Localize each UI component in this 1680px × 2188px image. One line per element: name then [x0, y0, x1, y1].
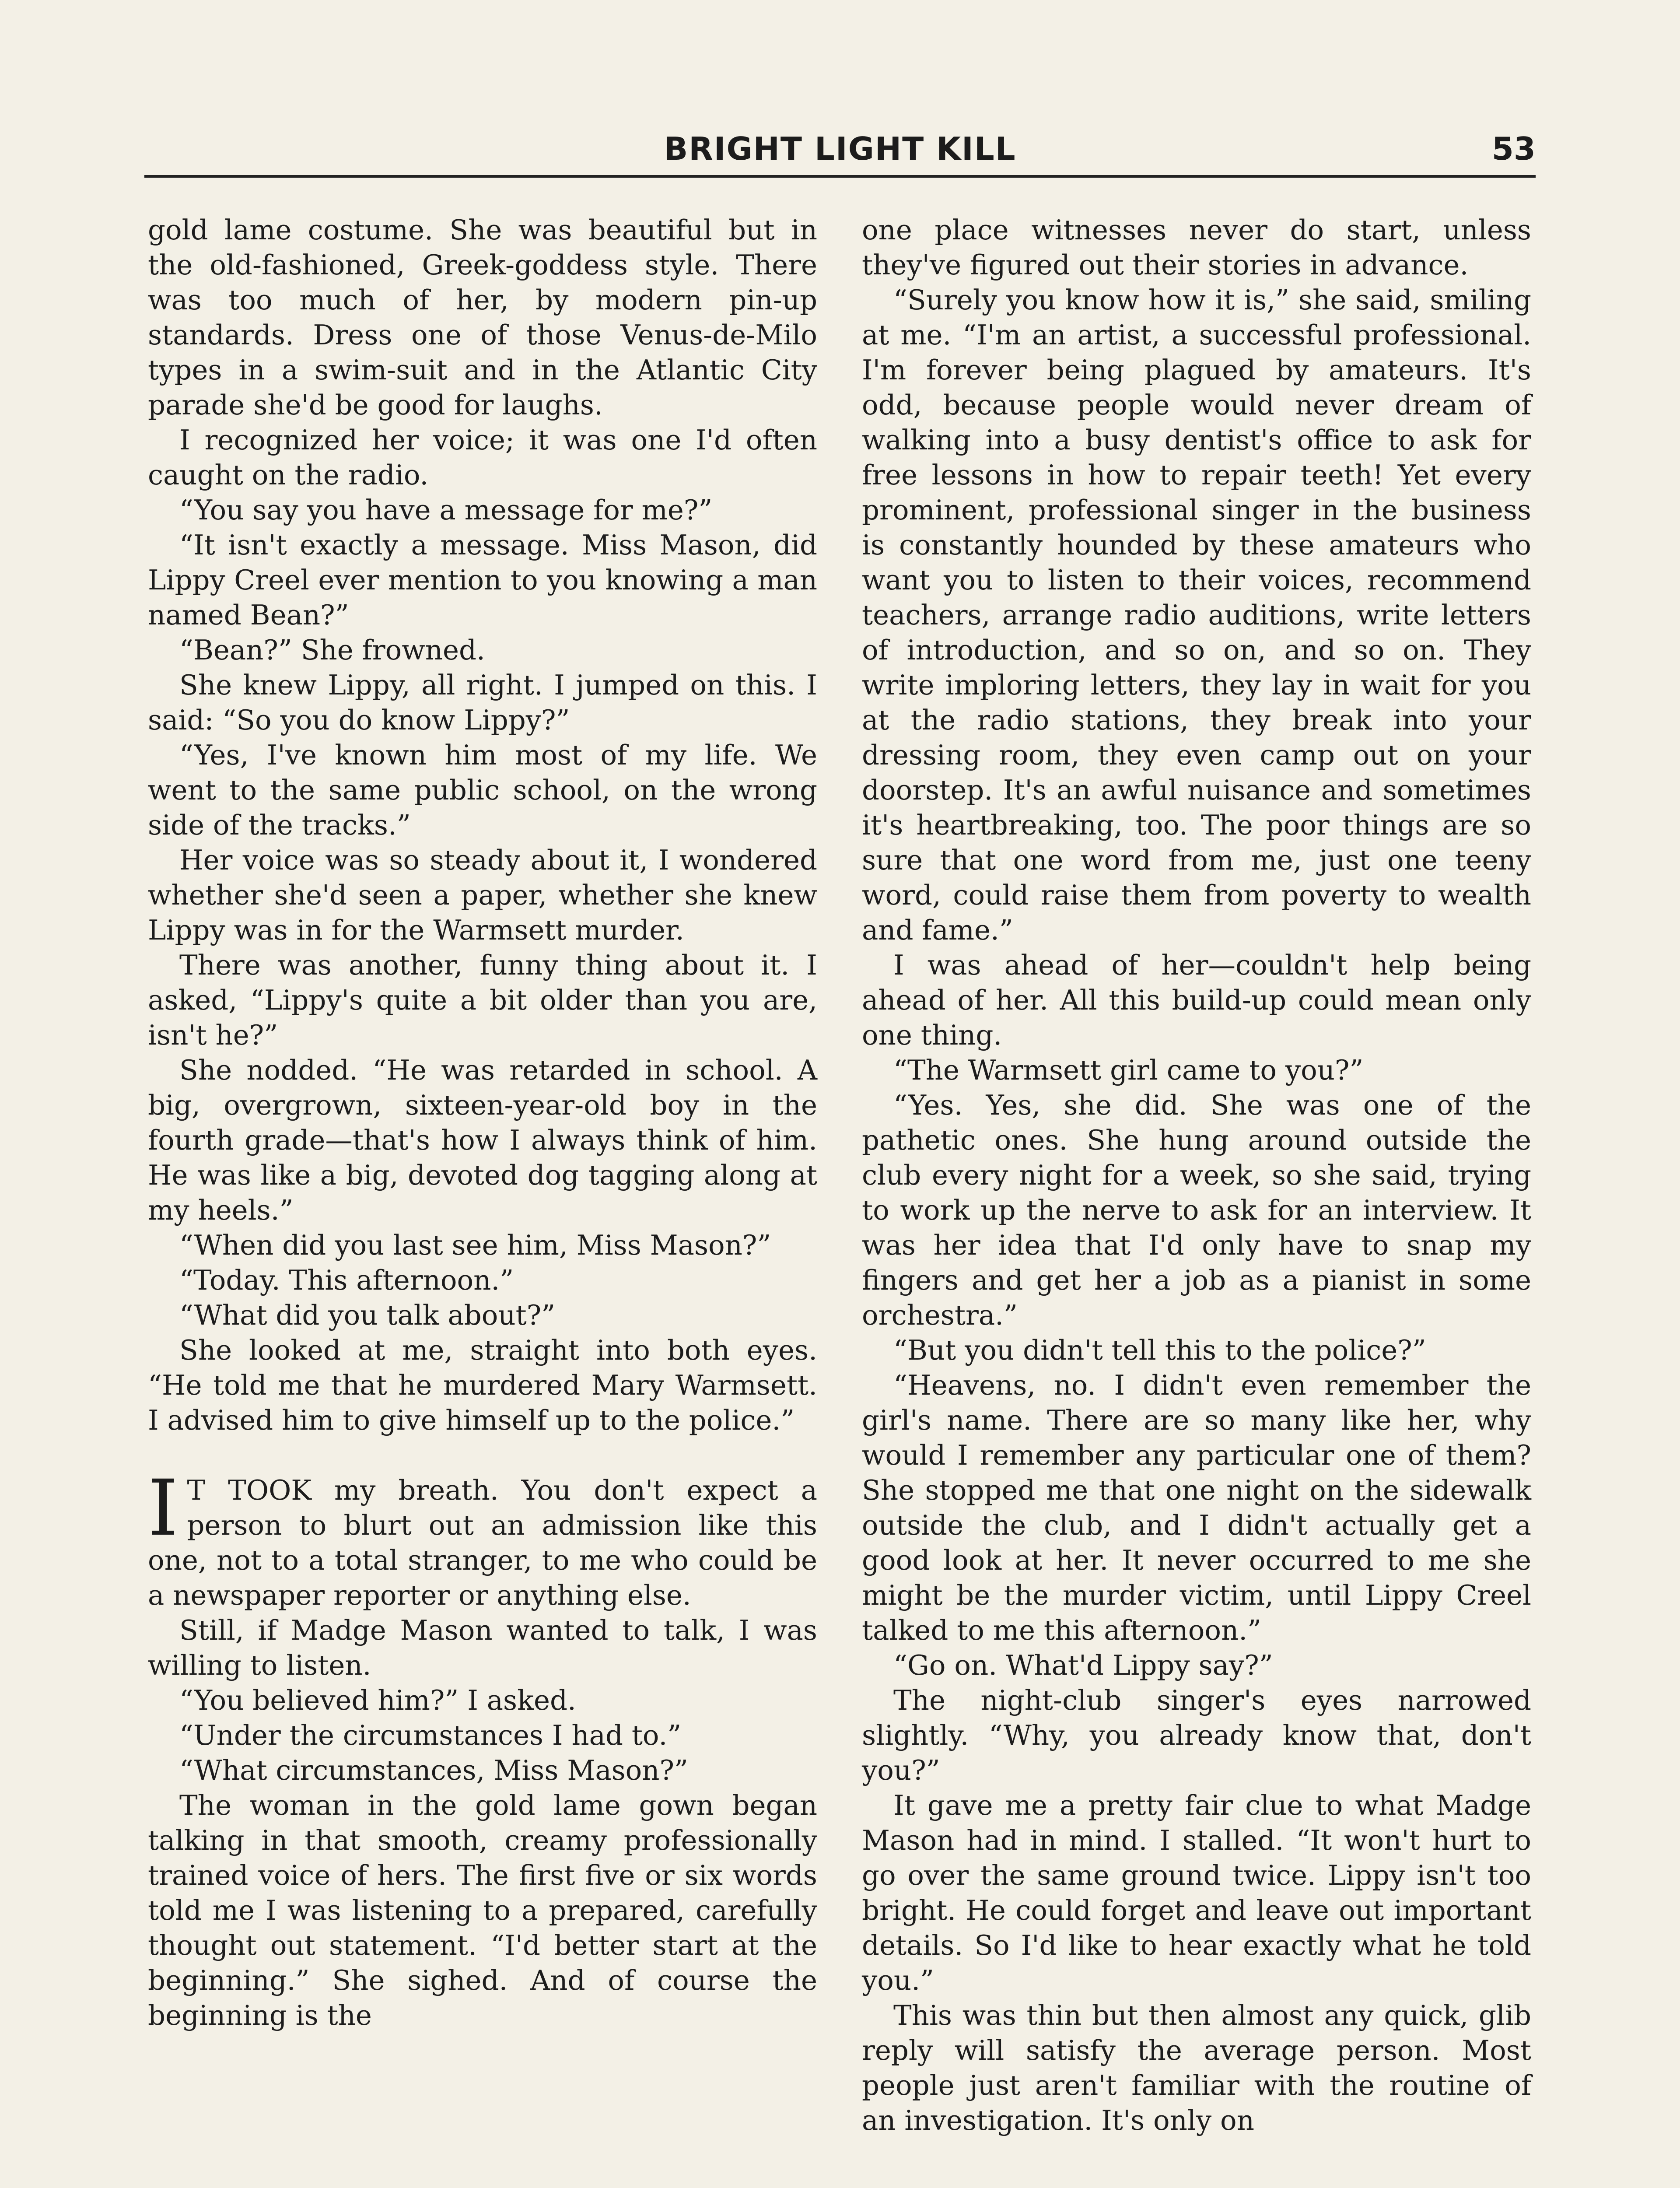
running-header — [144, 127, 1536, 178]
paragraph: This was thin but then almost any quick, glib reply will satisfy the average person. Most people just aren't familiar with the routine of an investigation. It's only on — [862, 1999, 1531, 2136]
left-column — [148, 213, 817, 2033]
paragraph: “Yes, I've known him most of my life. We went to the same public school, on the wrong side of the tracks.” — [148, 739, 817, 841]
paragraph: “What circumstances, Miss Mason?” — [179, 1754, 688, 1786]
paragraph: “Go on. What'd Lippy say?” — [893, 1649, 1273, 1681]
paragraph: “You say you have a message for me?” — [179, 494, 713, 526]
paragraph: “Bean?” She frowned. — [179, 634, 485, 666]
paragraph: The night-club singer's eyes narrowed slightly. “Why, you already know that, don't you?” — [862, 1684, 1531, 1786]
paragraph: I was ahead of her—couldn't help being ahead of her. All this build-up could mean only one thing. — [862, 949, 1531, 1051]
paragraph: “Today. This afternoon.” — [179, 1264, 514, 1296]
paragraph: There was another, funny thing about it. I asked, “Lippy's quite a bit older than you are, isn't he?” — [148, 949, 817, 1051]
paragraph: “Under the circumstances I had to.” — [179, 1719, 682, 1751]
paragraph: Her voice was so steady about it, I wondered whether she'd seen a paper, whether she knew Lippy was in for the Warmsett murder. — [148, 844, 817, 946]
section-opening-paragraph — [148, 1463, 817, 1613]
paragraph: She knew Lippy, all right. I jumped on this. I said: “So you do know Lippy?” — [148, 669, 817, 736]
paragraph: The woman in the gold lame gown began talking in that smooth, creamy professionally trained voice of hers. The first five or six words told me I was listening to a prepared, carefully thought out statement. “I'd better start at the beginning.” She sighed. And of course the beginning is the — [148, 1789, 817, 2031]
section-opening-text: T TOOK my breath. You don't expect a person to blurt out an admission like this one, not to a total stranger, to me who could be a newspaper reporter or anything else. — [148, 1474, 817, 1611]
paragraph: She looked at me, straight into both eyes. “He told me that he murdered Mary Warmsett. I advised him to give himself up to the police.” — [148, 1334, 817, 1436]
paragraph: “What did you talk about?” — [179, 1299, 556, 1331]
paragraph: “When did you last see him, Miss Mason?” — [179, 1229, 771, 1261]
running-title: BRIGHT LIGHT KILL — [664, 130, 1016, 167]
paragraph: “Yes. Yes, she did. She was one of the pathetic ones. She hung around outside the club every night for a week, so she said, trying to work up the nerve to ask for an interview. It was her idea that I'd only have to snap my fingers and get her a job as a pianist in some orchestra.” — [862, 1089, 1531, 1331]
page-number: 53 — [1491, 130, 1536, 167]
paragraph: one place witnesses never do start, unless they've figured out their stories in advance. — [862, 214, 1531, 281]
paragraph: “Surely you know how it is,” she said, smiling at me. “I'm an artist, a successful professional. I'm forever being plagued by amateurs. It's odd, because people would never dream of walking into a busy dentist's office to ask for free lessons in how to repair teeth! Yet every prominent, professional singer in the business is constantly hounded by these amateurs who want you to listen to their voices, recommend teachers, arrange radio auditions, write letters of introduction, and so on, and so on. They write imploring letters, they lay in wait for you at the radio stations, they break into your dressing room, they even camp out on your doorstep. It's an awful nuisance and sometimes it's heartbreaking, too. The poor things are so sure that one word from me, just one teeny word, could raise them from poverty to wealth and fame.” — [862, 284, 1531, 946]
paragraph: “The Warmsett girl came to you?” — [893, 1054, 1364, 1086]
paragraph: She nodded. “He was retarded in school. A big, overgrown, sixteen-year-old boy in the fourth grade—that's how I always think of him. He was like a big, devoted dog tagging along at my heels.” — [148, 1054, 817, 1226]
paragraph: It gave me a pretty fair clue to what Madge Mason had in mind. I stalled. “It won't hurt to go over the same ground twice. Lippy isn't too bright. He could forget and leave out important details. So I'd like to hear exactly what he told you.” — [862, 1789, 1531, 1996]
paragraph: Still, if Madge Mason wanted to talk, I was willing to listen. — [148, 1614, 817, 1681]
paragraph: “It isn't exactly a message. Miss Mason, did Lippy Creel ever mention to you knowing a man named Bean?” — [148, 529, 817, 631]
paragraph: I recognized her voice; it was one I'd often caught on the radio. — [148, 424, 817, 491]
paragraph: “Heavens, no. I didn't even remember the girl's name. There are so many like her, why would I remember any particular one of them? She stopped me that one night on the sidewalk outside the club, and I didn't actually get a good look at her. It never occurred to me she might be the murder victim, until Lippy Creel talked to me this afternoon.” — [862, 1369, 1531, 1646]
drop-cap: I — [148, 1463, 178, 1553]
paragraph: gold lame costume. She was beautiful but in the old-fashioned, Greek-goddess style. There was too much of her, by modern pin-up standards. Dress one of those Venus-de-Milo types in a swim-suit and in the Atlantic City parade she'd be good for laughs. — [148, 214, 817, 421]
paragraph: “But you didn't tell this to the police?” — [893, 1334, 1426, 1366]
right-column — [862, 213, 1531, 2138]
paragraph: “You believed him?” I asked. — [179, 1684, 576, 1716]
